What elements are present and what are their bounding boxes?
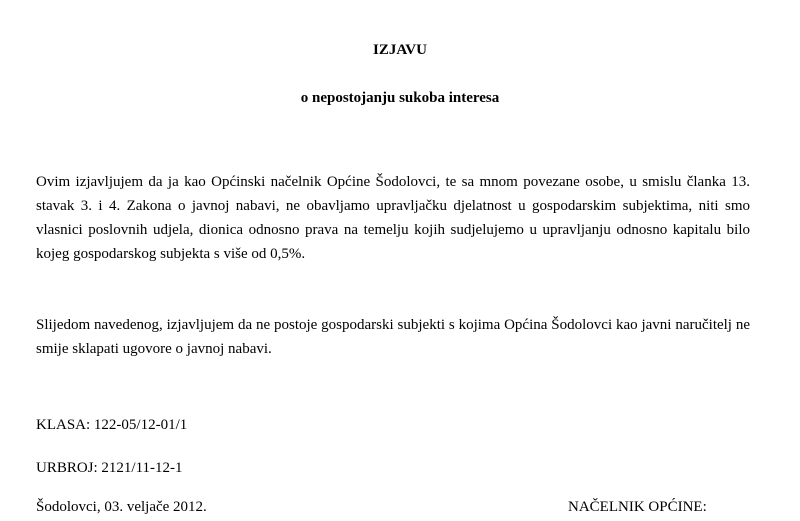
declaration-paragraph-2: Slijedom navedenog, izjavljujem da ne postoje gospodarski subjekti s kojima Općina Šodolovci kao javni naručitelj ne smije sklapati ugovore o javnoj nabavi. <box>36 317 750 357</box>
place-date-line: Šodolovci, 03. veljače 2012. <box>36 499 207 515</box>
signature-label: NAČELNIK OPĆINE: <box>568 499 707 515</box>
klasa-line: KLASA: 122-05/12-01/1 <box>36 417 188 433</box>
urbroj-line: URBROJ: 2121/11-12-1 <box>36 460 183 476</box>
declaration-paragraph-1: Ovim izjavljujem da ja kao Općinski načelnik Općine Šodolovci, te sa mnom povezane osobe, u smislu članka 13. stavak 3. i 4. Zakona o javnoj nabavi, ne obavljamo upravljačku djelatnost u gospodarskim subjektima, niti smo vlasnici poslovnih udjela, dionica odnosno prava na temelju kojih sudjelujemo u upravljanju odnosno kapitalu bilo kojeg gospodarskog subjekta s više od 0,5%. <box>36 174 750 262</box>
document-subtitle: o nepostojanju sukoba interesa <box>300 90 500 106</box>
document-title: IZJAVU <box>373 42 427 58</box>
